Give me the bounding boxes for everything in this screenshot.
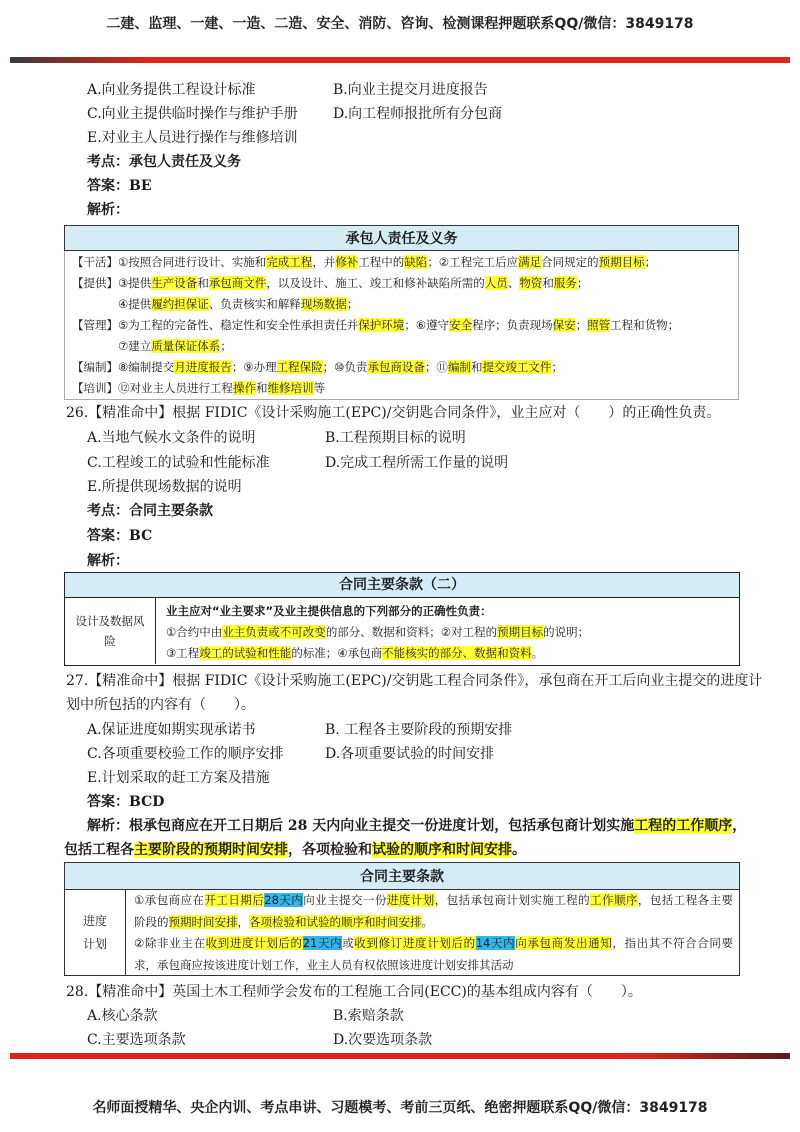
text-run: ； bbox=[644, 255, 657, 269]
q27-stem-line-1: 27.【精准命中】根据 FIDIC《设计采购施工(EPC)/交钥匙工程合同条件》，承包商在开工后向业主提交的进度计 bbox=[66, 673, 763, 689]
table-title: 合同主要条款 bbox=[64, 862, 740, 890]
row-content bbox=[126, 890, 739, 975]
text-run: 业主应对“业主要求”及业主提供信息的下列部分的正确性负责： bbox=[166, 604, 492, 618]
row-label: 设计及数据风险 bbox=[65, 598, 156, 664]
highlight-yellow: 提交竣工文件 bbox=[482, 360, 552, 374]
table-body bbox=[64, 251, 739, 400]
highlight-yellow: 向承包商发出通知 bbox=[515, 936, 613, 950]
table-line bbox=[72, 357, 738, 378]
highlight-yellow: 收到修订进度计划后的 bbox=[354, 936, 476, 950]
table-line bbox=[166, 601, 739, 622]
text-run: ④提供 bbox=[118, 297, 152, 311]
highlight-yellow: 保护环境 bbox=[358, 318, 405, 332]
q27-stem-line-2: 划中所包括的内容有（ ）。 bbox=[66, 697, 255, 713]
q28-stem: 28.【精准命中】英国土木工程师学会发布的工程施工合同(ECC)的基本组成内容有（ ）。 bbox=[66, 984, 642, 1000]
table-line bbox=[72, 294, 738, 315]
q25-option-c: C.向业主提供临时操作与维护手册 bbox=[87, 106, 298, 122]
highlight-yellow: 预期目标 bbox=[497, 625, 544, 639]
highlight-yellow: 人员 bbox=[484, 276, 508, 290]
highlight-yellow: 服务 bbox=[553, 276, 577, 290]
text-run: ③工程 bbox=[166, 646, 200, 660]
text-run: ；⑥遵守 bbox=[404, 318, 450, 332]
q26-test-point: 考点：合同主要条款 bbox=[87, 503, 213, 519]
highlight-yellow: 承包商文件 bbox=[208, 276, 267, 290]
q26-option-b: B.工程预期目标的说明 bbox=[325, 430, 466, 446]
text-run: 工程和货物； bbox=[610, 318, 680, 332]
table-body bbox=[65, 598, 739, 664]
highlight-cyan: 14天内 bbox=[475, 936, 516, 950]
header-divider bbox=[10, 57, 790, 63]
text-run: 的标准；④承包商 bbox=[291, 646, 383, 660]
highlight-yellow: 编制 bbox=[447, 360, 471, 374]
highlight-yellow: 工程保险 bbox=[276, 360, 323, 374]
text-run: ①承包商应在 bbox=[134, 893, 205, 907]
highlight-yellow: 照管 bbox=[587, 318, 611, 332]
q26-option-a: A.当地气候水文条件的说明 bbox=[87, 430, 256, 446]
text-run: 包括工程各 bbox=[64, 842, 134, 858]
text-run: ，包括承包商计划实施工程的 bbox=[434, 893, 591, 907]
text-run: ；②工程完工后应 bbox=[427, 255, 519, 269]
highlight-yellow: 预期时间安排 bbox=[168, 914, 238, 929]
highlight-yellow: 完成工程 bbox=[266, 255, 313, 269]
q26-analysis-label: 解析： bbox=[87, 553, 129, 569]
q25-option-b: B.向业主提交月进度报告 bbox=[333, 82, 488, 98]
table-line bbox=[72, 252, 738, 273]
text-run: 解析：根承包商应在开工日期后 28 天内向业主提交一份进度计划，包括承包商计划实施 bbox=[87, 818, 635, 834]
highlight-yellow: 工程的工作顺序 bbox=[634, 818, 733, 834]
page-footer-text: 名师面授精华、央企内训、考点串讲、习题模考、考前三页纸、绝密押题联系QQ/微信：3849178 bbox=[92, 1100, 708, 1116]
q25-option-e: E.对业主人员进行操作与维修培训 bbox=[87, 130, 298, 146]
q27-option-b: B. 工程各主要阶段的预期安排 bbox=[325, 722, 513, 738]
highlight-yellow: 业主负责或不可改变 bbox=[222, 625, 326, 639]
q27-analysis-line-1 bbox=[87, 814, 747, 838]
text-run: 。 bbox=[421, 914, 433, 929]
text-run: ， bbox=[732, 818, 747, 834]
highlight-yellow: 生产设备 bbox=[151, 276, 198, 290]
highlight-yellow: 主要阶段的预期时间安排 bbox=[134, 842, 288, 858]
row-content bbox=[156, 598, 739, 664]
highlight-yellow: 承包商设备 bbox=[367, 360, 425, 374]
text-run: ②除非业主在 bbox=[134, 936, 206, 950]
q25-option-a: A.向业务提供工程设计标准 bbox=[87, 82, 256, 98]
q25-analysis-label: 解析： bbox=[87, 202, 129, 218]
table-line bbox=[72, 336, 738, 357]
highlight-cyan: 21天内 bbox=[302, 936, 343, 950]
highlight-yellow: 质量保证体系 bbox=[151, 339, 221, 353]
text-run: ； bbox=[576, 276, 589, 290]
highlight-yellow: 维修培训 bbox=[267, 381, 314, 395]
text-run: 和 bbox=[542, 276, 554, 290]
text-run: 和 bbox=[470, 360, 483, 374]
highlight-yellow: 月进度报告 bbox=[174, 360, 232, 374]
highlight-yellow: 各项检验和试验的顺序和时间安排 bbox=[249, 914, 422, 929]
text-run: 工程中的 bbox=[358, 255, 405, 269]
q25-answer: 答案：BE bbox=[87, 178, 152, 194]
table-body bbox=[64, 890, 740, 976]
text-run: ，各项检验和 bbox=[288, 842, 372, 858]
q28-option-a: A.核心条款 bbox=[87, 1008, 158, 1024]
text-run: 【提供】③提供 bbox=[72, 276, 152, 290]
highlight-yellow: 履约担保证 bbox=[151, 297, 209, 311]
text-run: 。 bbox=[531, 646, 544, 660]
text-run: ，以及设计、施工、竣工和修补缺陷所需的 bbox=[266, 276, 485, 290]
q27-answer: 答案：BCD bbox=[87, 794, 165, 810]
text-run: ； bbox=[346, 297, 359, 311]
text-run: 【编制】⑧编制提交 bbox=[72, 360, 175, 374]
text-run: ；⑪ bbox=[424, 360, 448, 374]
q26-option-c: C.工程竣工的试验和性能标准 bbox=[87, 455, 270, 471]
text-run: 【培训】⑫对业主人员进行工程 bbox=[72, 381, 233, 395]
text-run: 合同规定的 bbox=[541, 255, 599, 269]
highlight-yellow: 修补 bbox=[335, 255, 359, 269]
q25-option-d: D.向工程师报批所有分包商 bbox=[333, 106, 503, 122]
q27-option-e: E.计划采取的赶工方案及措施 bbox=[87, 770, 270, 786]
highlight-yellow: 缺陷 bbox=[404, 255, 428, 269]
q27-option-d: D.各项重要试验的时间安排 bbox=[325, 746, 495, 762]
text-run: ⑦建立 bbox=[118, 339, 152, 353]
highlight-yellow: 物资 bbox=[519, 276, 543, 290]
highlight-cyan: 28天内 bbox=[264, 893, 304, 907]
footer-divider bbox=[10, 1053, 790, 1059]
highlight-yellow: 试验的顺序和时间安排 bbox=[372, 842, 512, 858]
highlight-yellow: 收到进度计划后的 bbox=[205, 936, 303, 950]
q26-answer: 答案：BC bbox=[87, 528, 153, 544]
text-run: 的说明； bbox=[543, 625, 590, 639]
highlight-yellow: 开工日期后 bbox=[204, 893, 265, 907]
table-line bbox=[134, 912, 733, 934]
text-run: ； bbox=[220, 339, 232, 353]
q28-option-b: B.索赔条款 bbox=[333, 1008, 404, 1024]
q27-option-a: A.保证进度如期实现承诺书 bbox=[87, 722, 256, 738]
table-line bbox=[72, 315, 738, 336]
table-line bbox=[134, 933, 733, 955]
table-title: 合同主要条款（二） bbox=[65, 573, 739, 598]
highlight-yellow: 不能核实的部分、数据和资料 bbox=[382, 646, 532, 660]
text-run: ； bbox=[551, 360, 563, 374]
table-line bbox=[72, 378, 738, 399]
text-run: ；⑨办理 bbox=[231, 360, 277, 374]
q28-option-c: C.主要选项条款 bbox=[87, 1032, 186, 1048]
table-line bbox=[134, 955, 733, 977]
text-run: 等 bbox=[313, 381, 325, 395]
text-run: ，指出其不符合合同要 bbox=[612, 936, 734, 950]
table-main-clauses-2 bbox=[64, 572, 740, 666]
text-run: 和 bbox=[256, 381, 268, 395]
highlight-yellow: 保安 bbox=[552, 318, 576, 332]
q28-option-d: D.次要选项条款 bbox=[333, 1032, 433, 1048]
highlight-yellow: 安全 bbox=[449, 318, 473, 332]
highlight-yellow: 现场数据 bbox=[300, 297, 347, 311]
text-run: ，包括工程各主要 bbox=[637, 893, 734, 907]
text-run: 求，承包商应按该进度计划工作，业主人员有权依照该进度计划安排其活动 bbox=[134, 957, 514, 972]
text-run: ①合约中由 bbox=[166, 625, 223, 639]
row-label: 进度计划 bbox=[65, 890, 126, 975]
q26-stem: 26.【精准命中】根据 FIDIC《设计采购施工(EPC)/交钥匙合同条件》，业主应对（ ）的正确性负责。 bbox=[66, 405, 721, 421]
text-run: 程序；负责现场 bbox=[472, 318, 553, 332]
highlight-yellow: 满足 bbox=[518, 255, 542, 269]
text-run: ，并 bbox=[312, 255, 336, 269]
text-run: ；⑩负责 bbox=[322, 360, 368, 374]
highlight-yellow: 进度计划 bbox=[386, 893, 435, 907]
text-run: 向业主提交一份 bbox=[303, 893, 387, 907]
q26-option-d: D.完成工程所需工作量的说明 bbox=[325, 455, 509, 471]
page-header-text: 二建、监理、一建、一造、二造、安全、消防、咨询、检测课程押题联系QQ/微信：3849178 bbox=[106, 16, 694, 32]
table-line bbox=[72, 273, 738, 294]
table-line bbox=[166, 643, 739, 664]
q26-option-e: E.所提供现场数据的说明 bbox=[87, 479, 242, 495]
table-line bbox=[166, 622, 739, 643]
q25-test-point: 考点：承包人责任及义务 bbox=[87, 154, 241, 170]
text-run: 或 bbox=[342, 936, 355, 950]
highlight-yellow: 工作顺序 bbox=[590, 893, 638, 907]
table-contractor-duties bbox=[64, 225, 739, 400]
highlight-yellow: 竣工的试验和性能 bbox=[199, 646, 292, 660]
text-run: 【干活】①按照合同进行设计、实施和 bbox=[72, 255, 267, 269]
highlight-yellow: 操作 bbox=[233, 381, 256, 395]
text-run: 的部分、数据和资料；②对工程的 bbox=[325, 625, 498, 639]
table-line bbox=[134, 890, 733, 912]
text-run: 。 bbox=[512, 842, 526, 858]
text-run: 【管理】⑤为工程的完备性、稳定性和安全性承担责任并 bbox=[72, 318, 359, 332]
q27-analysis-line-2 bbox=[64, 838, 526, 862]
text-run: ， bbox=[237, 914, 249, 929]
text-run: 、负责核实和解释 bbox=[208, 297, 301, 311]
text-run: ； bbox=[575, 318, 588, 332]
text-run: 和 bbox=[197, 276, 209, 290]
text-run: 阶段的 bbox=[134, 914, 169, 929]
q27-option-c: C.各项重要校验工作的顺序安排 bbox=[87, 746, 284, 762]
text-run: 、 bbox=[507, 276, 520, 290]
table-title: 承包人责任及义务 bbox=[64, 225, 739, 251]
table-main-clauses bbox=[64, 862, 740, 976]
highlight-yellow: 预期目标 bbox=[598, 255, 645, 269]
